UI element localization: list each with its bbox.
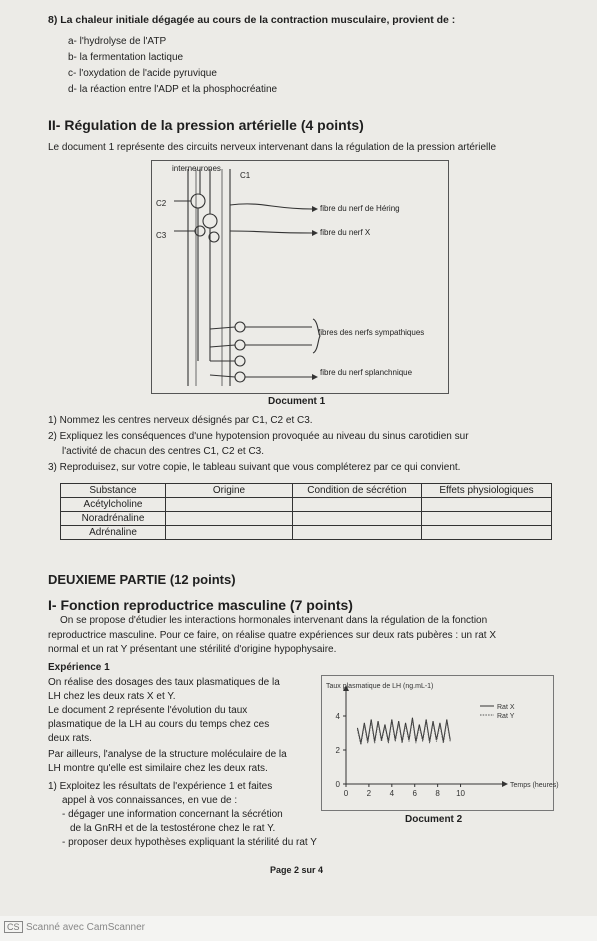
label-c2: C2: [156, 199, 167, 208]
y-tick-label: 0: [335, 780, 340, 789]
part2-title: DEUXIEME PARTIE (12 points): [48, 572, 236, 587]
x-axis-label: Temps (heures): [510, 782, 559, 789]
scanner-footer: [0, 916, 597, 941]
exp1-line: deux rats.: [48, 733, 92, 744]
lh-chart-svg: [322, 676, 559, 810]
x-tick-label: 8: [435, 789, 440, 798]
legend-label: Rat Y: [497, 713, 515, 720]
label-c1: C1: [240, 171, 251, 180]
table-cell-substance: Adrénaline: [61, 526, 166, 540]
exp1-line: Le document 2 représente l'évolution du taux: [48, 705, 248, 716]
label-fibres-sympathiques: fibres des nerfs sympathiques: [318, 328, 425, 337]
exp1-line: plasmatique de la LH au cours du temps chez ces: [48, 719, 270, 730]
exp1-line: LH chez les deux rats X et Y.: [48, 691, 176, 702]
experience-1-title: Expérience 1: [48, 662, 110, 673]
x-axis-arrow: [502, 781, 508, 787]
label-fibre-hering: fibre du nerf de Héring: [320, 204, 400, 213]
x-tick-label: 6: [412, 789, 417, 798]
x-tick-label: 10: [456, 789, 465, 798]
q8-option-d: d- la réaction entre l'ADP et la phosphocréatine: [68, 84, 278, 95]
section2-q1: 1) Nommez les centres nerveux désignés par C1, C2 et C3.: [48, 415, 313, 426]
section2-title: II- Régulation de la pression artérielle (4 points): [48, 117, 364, 133]
label-fibre-splanchnique: fibre du nerf splanchnique: [320, 368, 413, 377]
y-axis-label: Taux plasmatique de LH (ng.mL-1): [326, 683, 434, 690]
scanner-credit: Scanné avec CamScanner: [26, 922, 145, 933]
y-tick-label: 4: [335, 712, 340, 721]
x-tick-label: 0: [343, 789, 349, 798]
table-row: [61, 526, 552, 540]
table-cell-substance: Acétylcholine: [61, 498, 166, 512]
part2-intro-line2: reproductrice masculine. Pour ce faire, on réalise quatre expériences sur deux rats pubères : un rat X: [48, 630, 497, 641]
document-1-caption: Document 1: [268, 396, 326, 407]
x-tick-label: 2: [366, 789, 372, 798]
y-tick-label: 2: [335, 746, 340, 755]
part2-section1-title: I- Fonction reproductrice masculine (7 points): [48, 597, 353, 613]
q1-line: de la GnRH et de la testostérone chez le rat Y.: [70, 823, 276, 834]
q8-title: 8) La chaleur initiale dégagée au cours de la contraction musculaire, provient de :: [48, 14, 456, 26]
table-header-row: [61, 484, 552, 498]
legend-label: Rat X: [497, 704, 515, 711]
x-tick-label: 4: [389, 789, 395, 798]
nerve-circuit-svg: [152, 161, 448, 393]
part2-intro-line1: On se propose d'étudier les interactions hormonales intervenant dans la régulation de la fonction: [60, 615, 488, 626]
q1-line: - proposer deux hypothèses expliquant la stérilité du rat Y: [62, 837, 317, 848]
q8-option-b: b- la fermentation lactique: [68, 52, 184, 63]
q1-line: appel à vos connaissances, en vue de :: [62, 795, 238, 806]
table-header: Origine: [166, 484, 293, 498]
q8-option-a: a- l'hydrolyse de l'ATP: [68, 36, 167, 47]
section2-intro: Le document 1 représente des circuits nerveux intervenant dans la régulation de la pression artérielle: [48, 142, 497, 153]
q1-line: - dégager une information concernant la sécrétion: [62, 809, 283, 820]
exp1-line: Par ailleurs, l'analyse de la structure moléculaire de la: [48, 749, 287, 760]
table-header: Condition de sécrétion: [293, 484, 422, 498]
q8-option-c: c- l'oxydation de l'acide pyruvique: [68, 68, 217, 79]
section2-q2-line1: 2) Expliquez les conséquences d'une hypotension provoquée au niveau du sinus carotidien sur: [48, 431, 469, 442]
label-fibre-nerf-x: fibre du nerf X: [320, 228, 371, 237]
label-c3: C3: [156, 231, 167, 240]
exp1-line: LH montre qu'elle est similaire chez les deux rats.: [48, 763, 268, 774]
camscanner-icon: CS: [4, 921, 23, 933]
document-2-chart: [321, 675, 559, 811]
section2-q2-line2: l'activité de chacun des centres C1, C2 et C3.: [62, 446, 265, 457]
table-cell-substance: Noradrénaline: [61, 512, 166, 526]
document-2-caption: Document 2: [405, 814, 463, 825]
section2-q3: 3) Reproduisez, sur votre copie, le tableau suivant que vous compléterez par ce qui convient.: [48, 462, 461, 473]
page-number: Page 2 sur 4: [270, 865, 324, 875]
substance-table: [60, 483, 552, 540]
table-row: [61, 512, 552, 526]
table-row: [61, 498, 552, 512]
q1-line: 1) Exploitez les résultats de l'expérience 1 et faites: [48, 781, 273, 792]
table-header: Effets physiologiques: [422, 484, 552, 498]
label-interneurones: interneurones: [172, 164, 221, 173]
part2-intro-line3: normal et un rat Y présentant une stérilité d'origine hypophysaire.: [48, 644, 337, 655]
table-header: Substance: [61, 484, 166, 498]
exp1-line: On réalise des dosages des taux plasmatiques de la: [48, 677, 280, 688]
document-1-diagram: [151, 160, 449, 394]
